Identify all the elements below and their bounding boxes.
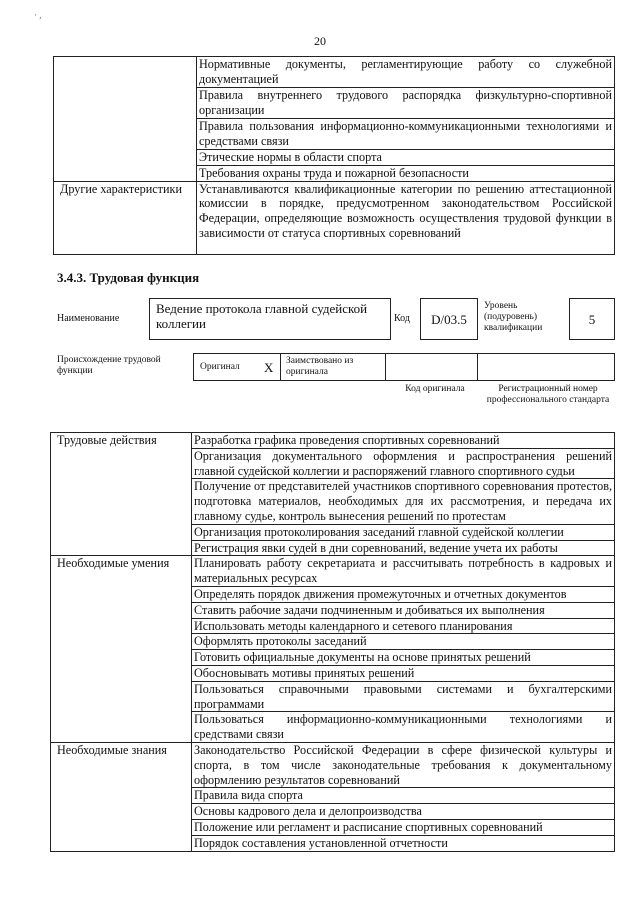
name-value-box (149, 298, 391, 340)
other-characteristics-text: Устанавливаются квалификационные категории по решению аттестационной комиссии в порядке, предусмотренном законодательством Российской Федерации, определяющие возможность осуществления трудовой функции в зависимости от статуса спортивных соревнований (197, 181, 615, 254)
knowledge-4: Положение или регламент и расписание спортивных соревнований (192, 819, 615, 835)
skill-1: Планировать работу секретариата и рассчитывать потребность в кадровых и материальных ресурсах (192, 556, 615, 587)
skill-7: Обосновывать мотивы принятых решений (192, 665, 615, 681)
top-row-5: Требования охраны труда и пожарной безопасности (197, 165, 615, 181)
skill-5: Оформлять протоколы заседаний (192, 634, 615, 650)
code-original-cell (385, 353, 478, 381)
skill-2: Определять порядок движения промежуточных и отчетных документов (192, 586, 615, 602)
labor-action-1: Разработка графика проведения спортивных соревнований (192, 433, 615, 449)
code-value-box (420, 298, 478, 340)
borrowed-cell (280, 353, 386, 381)
knowledge-5: Порядок составления установленной отчетности (192, 835, 615, 851)
empty-label-cell (54, 57, 197, 182)
skill-3: Ставить рабочие задачи подчиненным и добиваться их выполнения (192, 602, 615, 618)
labor-action-4: Организация протоколирования заседаний главной судейской коллегии (192, 524, 615, 540)
section-heading: 3.4.3. Трудовая функция (57, 270, 200, 285)
original-mark: X (264, 360, 274, 375)
top-row-2: Правила внутреннего трудового распорядка физкультурно-спортивной организации (197, 88, 615, 119)
labor-actions-label: Трудовые действия (51, 433, 192, 556)
skill-8: Пользоваться справочными правовыми системами и бухгалтерскими программами (192, 681, 615, 712)
skill-4: Использовать методы календарного и сетевого планирования (192, 618, 615, 634)
code-value: D/03.5 (431, 312, 467, 327)
labor-action-3: Получение от представителей участников спортивного соревнования протестов, подготовка материалов, необходимых для их рассмотрения, и передача их главному судье, контроль вынесения решений по протестам (192, 479, 615, 524)
skills-label: Необходимые умения (51, 556, 192, 743)
knowledge-3: Основы кадрового дела и делопроизводства (192, 804, 615, 820)
skill-6: Готовить официальные документы на основе принятых решений (192, 650, 615, 666)
original-cell (193, 353, 281, 381)
reg-number-caption: Регистрационный номер профессионального стандарта (486, 384, 610, 405)
knowledge-label: Необходимые знания (51, 742, 192, 851)
level-label: Уровень (подуровень) квалификации (484, 301, 543, 333)
original-label: Оригинал (200, 362, 240, 372)
code-label: Код (394, 313, 410, 324)
name-label: Наименование (57, 313, 120, 324)
skill-9: Пользоваться информационно-коммуникационными технологиями и средствами связи (192, 712, 615, 743)
code-original-caption: Код оригинала (405, 384, 465, 394)
origin-label: Происхождение трудовой функции (57, 355, 161, 376)
labor-action-2: Организация документального оформления и распространения решений главной судейской коллегии и распоряжений главного спортивного судьи (192, 448, 615, 479)
knowledge-2: Правила вида спорта (192, 788, 615, 804)
corner-marks: · , (34, 10, 42, 20)
other-characteristics-label: Другие характеристики (54, 181, 197, 254)
labor-action-5: Регистрация явки судей в дни соревнований, ведение учета их работы (192, 540, 615, 556)
top-row-4: Этические нормы в области спорта (197, 150, 615, 166)
top-row-1: Нормативные документы, регламентирующие работу со служебной документацией (197, 57, 615, 88)
reg-number-cell (477, 353, 615, 381)
borrowed-label: Заимствовано из оригинала (286, 356, 354, 377)
main-table (50, 432, 615, 852)
page-number: 20 (314, 34, 326, 48)
name-value: Ведение протокола главной судейской коллегии (156, 301, 368, 331)
level-value: 5 (588, 312, 596, 327)
knowledge-1: Законодательство Российской Федерации в сфере физической культуры и спорта, в том числе законодательные требования к документальному оформлению результатов соревнований (192, 742, 615, 787)
top-table (53, 56, 615, 255)
level-value-box (569, 298, 615, 340)
top-row-3: Правила пользования информационно-коммуникационными технологиями и средствами связи (197, 119, 615, 150)
